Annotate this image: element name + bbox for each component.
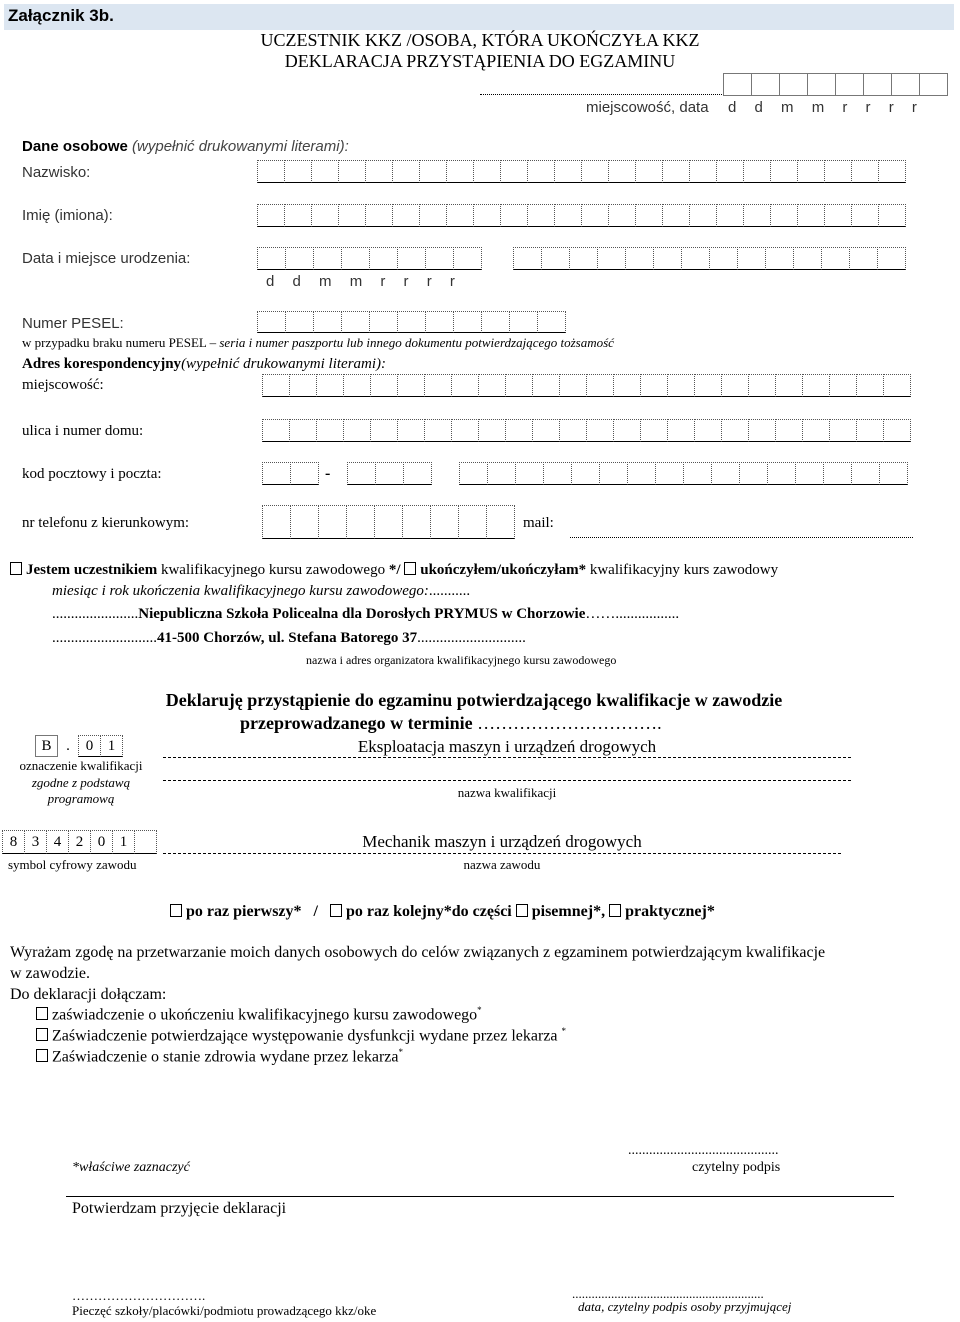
names-boxes[interactable]	[257, 204, 913, 227]
completed-checkbox[interactable]	[404, 562, 416, 575]
attempt-line: po raz pierwszy* / po raz kolejny*do części pisemnej*, praktycznej*	[170, 903, 715, 921]
mail-label: mail:	[523, 515, 554, 531]
declaration-line1: Deklaruję przystąpienie do egzaminu potwierdzającego kwalifikacje w zawodzie	[165, 690, 783, 710]
date-boxes[interactable]	[723, 73, 949, 96]
street-boxes[interactable]	[262, 419, 913, 442]
participant-checkbox[interactable]	[10, 562, 22, 575]
personal-section-title: Dane osobowe (wypełnić drukowanymi literami):	[22, 138, 349, 155]
stamp-dots: ………………………….	[72, 1288, 206, 1303]
page-title: UCZESTNIK KKZ /OSOBA, KTÓRA UKOŃCZYŁA KKZ	[260, 30, 700, 50]
profession-code-caption: symbol cyfrowy zawodu	[8, 857, 137, 872]
consent-line1: Wyrażam zgodę na przetwarzanie moich danych osobowych do celów związanych z egzaminem potwierdzającym kwalifikacje	[10, 944, 826, 961]
qualification-name-line2	[163, 780, 851, 781]
profession-name: Mechanik maszyn i urządzeń drogowych	[362, 832, 642, 851]
next-attempt-checkbox[interactable]	[330, 904, 342, 917]
qualification-code-caption1: oznaczenie kwalifikacji	[19, 758, 143, 773]
qualification-code-caption2: zgodne z podstawą	[31, 775, 131, 790]
birth-label: Data i miejsce urodzenia:	[22, 250, 191, 267]
qualification-name-caption: nazwa kwalifikacji	[457, 785, 557, 800]
city-boxes[interactable]	[262, 374, 913, 397]
phone-boxes[interactable]	[262, 505, 518, 539]
surname-boxes[interactable]	[257, 160, 913, 183]
postal-prefix-boxes[interactable]	[262, 462, 319, 485]
organizer-caption: nazwa i adres organizatora kwalifikacyjnego kursu zawodowego	[306, 653, 617, 667]
phone-label: nr telefonu z kierunkowym:	[22, 515, 190, 531]
receiver-caption: data, czytelny podpis osoby przyjmującej	[578, 1299, 792, 1314]
annex-label: Załącznik 3b.	[8, 6, 114, 25]
pesel-boxes[interactable]	[257, 311, 571, 333]
attachment-checkbox-2[interactable]	[36, 1028, 48, 1041]
qualification-name: Eksploatacja maszyn i urządzeń drogowych	[357, 737, 657, 756]
written-part-checkbox[interactable]	[516, 904, 528, 917]
postal-dash: -	[325, 465, 331, 482]
mark-note: *właściwe zaznaczyć	[72, 1160, 190, 1175]
birth-date-letters: d d m m r r r r	[266, 273, 455, 290]
city-label: miejscowość:	[22, 377, 104, 393]
signature-dots: ...........................................	[628, 1143, 779, 1158]
mail-field[interactable]	[570, 537, 913, 538]
first-attempt-checkbox[interactable]	[170, 904, 182, 917]
birth-place-boxes[interactable]	[513, 247, 913, 270]
completion-date-line: miesiąc i rok ukończenia kwalifikacyjnego kursu zawodowego:...........	[52, 583, 471, 599]
postal-suffix-boxes[interactable]	[347, 462, 433, 485]
course-status-line: Jestem uczestnikiem kwalifikacyjnego kursu zawodowego */ ukończyłem/ukończyłam* kwalifikacyjny kurs zawodowy	[10, 562, 778, 579]
organizer-line2: ............................41-500 Chorzów, ul. Stefana Batorego 37.............................	[52, 630, 526, 646]
confirm-label: Potwierdzam przyjęcie deklaracji	[72, 1200, 287, 1217]
pesel-label: Numer PESEL:	[22, 315, 124, 332]
attachment-checkbox-3[interactable]	[36, 1049, 48, 1062]
organizer-line1: .......................Niepubliczna Szkoła Policealna dla Dorosłych PRYMUS w Chorzowie…….................	[52, 606, 680, 622]
place-date-line	[480, 94, 724, 95]
date-letters: d d m m r r r r	[728, 99, 917, 116]
practical-part-checkbox[interactable]	[609, 904, 621, 917]
profession-code-boxes[interactable]: 8 3 4 2 0 1	[2, 830, 156, 854]
surname-label: Nazwisko:	[22, 164, 91, 181]
attachment-item: Zaświadczenie o stanie zdrowia wydane przez lekarza*	[36, 1047, 403, 1066]
birth-date-boxes[interactable]	[257, 247, 486, 270]
signature-caption: czytelny podpis	[692, 1160, 781, 1175]
pesel-note: w przypadku braku numeru PESEL – seria i numer paszportu lub innego dokumentu potwierdzającego tożsamość	[22, 335, 614, 350]
profession-name-line	[163, 853, 841, 854]
post-office-boxes[interactable]	[459, 462, 913, 485]
qualification-code-caption3: programową	[47, 791, 115, 806]
page-subtitle: DEKLARACJA PRZYSTĄPIENIA DO EGZAMINU	[284, 51, 676, 71]
receiver-dots: ...........................................................	[572, 1286, 764, 1301]
names-label: Imię (imiona):	[22, 207, 113, 224]
attachment-checkbox-1[interactable]	[36, 1007, 48, 1020]
footer-divider	[66, 1196, 894, 1197]
qualification-name-line	[163, 757, 851, 758]
consent-line2: w zawodzie.	[10, 965, 90, 982]
place-date-label: miejscowość, data	[586, 99, 709, 116]
annex-bar	[4, 4, 954, 30]
address-section-title: Adres korespondencyjny(wypełnić drukowanymi literami):	[22, 356, 387, 372]
attachment-item: Zaświadczenie potwierdzające występowanie dysfunkcji wydane przez lekarza *	[36, 1026, 566, 1045]
stamp-caption: Pieczęć szkoły/placówki/podmiotu prowadzącego kkz/oke	[72, 1303, 377, 1318]
profession-name-caption: nazwa zawodu	[463, 857, 541, 872]
attachment-item: zaświadczenie o ukończeniu kwalifikacyjnego kursu zawodowego*	[36, 1005, 482, 1024]
street-label: ulica i numer domu:	[22, 423, 144, 439]
postal-label: kod pocztowy i poczta:	[22, 466, 162, 482]
qualification-code-boxes[interactable]: B . 0 1	[35, 735, 126, 757]
declaration-line2: przeprowadzanego w terminie ………………………….	[240, 713, 662, 733]
attachments-label: Do deklaracji dołączam:	[10, 986, 167, 1003]
